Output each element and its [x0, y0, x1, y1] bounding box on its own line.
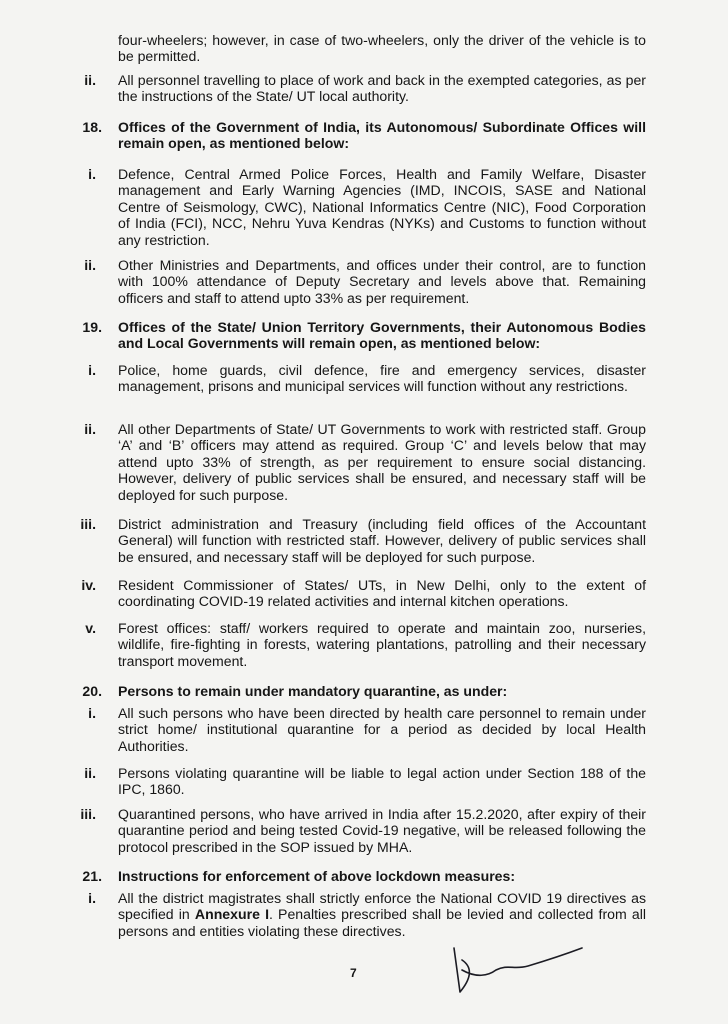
item-text: All personnel travelling to place of work and back in the exempted categories, as per the instructions of the State/ UT local authority. [118, 72, 646, 105]
section-number-20: 20. [82, 683, 102, 699]
item-text: Defence, Central Armed Police Forces, Health and Family Welfare, Disaster management and Early Warning Agencies (IMD, INCOIS, SASE and National Centre of Seismology, CWC), National Informatics Centre (NIC), Food Corporation of India (FCI), NCC, Nehru Yuva Kendras (NYKs) and Customs to function without any restriction. [118, 166, 646, 248]
item-text: District administration and Treasury (including field offices of the Accountant General) will function with restricted staff. However, delivery of public services shall be ensured, and necessary staff will be deployed for such purpose. [118, 516, 646, 565]
item-number: ii. [84, 257, 96, 273]
item-text: All other Departments of State/ UT Governments to work with restricted staff. Group ‘A’ and ‘B’ officers may attend as required. Group ‘C’ and levels below that may attend upto 33% of strength, as per requirement to ensure social distancing. However, delivery of public services shall be ensured, and necessary staff will be deployed for such purpose. [118, 421, 646, 503]
item-text: Resident Commissioner of States/ UTs, in New Delhi, only to the extent of coordinating COVID-19 related activities and internal kitchen operations. [118, 577, 646, 610]
continuation-text: four-wheelers; however, in case of two-wheelers, only the driver of the vehicle is to be permitted. [118, 32, 646, 65]
section-heading-19: Offices of the State/ Union Territory Governments, their Autonomous Bodies and Local Governments will remain open, as mentioned below: [118, 319, 646, 352]
signature-icon [448, 940, 588, 1000]
item-text: Police, home guards, civil defence, fire and emergency services, disaster management, prisons and municipal services will function without any restrictions. [118, 362, 646, 395]
item-number: iii. [80, 806, 96, 822]
item-text-part: All the district magistrates shall strictly enforce the National COVID 19 directives as specified in [118, 890, 646, 923]
item-text: All such persons who have been directed by health care personnel to remain under strict home/ institutional quarantine for a period as decided by local Health Authorities. [118, 705, 646, 754]
section-number-18: 18. [82, 119, 102, 135]
section-heading-20: Persons to remain under mandatory quarantine, as under: [118, 683, 508, 699]
item-number: ii. [84, 72, 96, 88]
item-text: Forest offices: staff/ workers required to operate and maintain zoo, nurseries, wildlife, fire-fighting in forests, watering plantations, patrolling and their necessary transport movement. [118, 620, 646, 669]
item-text: Quarantined persons, who have arrived in India after 15.2.2020, after expiry of their quarantine period and being tested Covid-19 negative, will be released following the protocol prescribed in the SOP issued by MHA. [118, 806, 646, 855]
page-number: 7 [350, 966, 357, 980]
item-number: i. [88, 890, 96, 906]
section-number-21: 21. [82, 868, 102, 884]
item-text-part: . Penalties prescribed shall be levied and collected from all persons and entities violating these directives. [118, 906, 646, 939]
item-text [118, 890, 646, 939]
annexure-reference: Annexure I [194, 906, 269, 923]
item-number: i. [88, 362, 96, 378]
item-number: i. [88, 705, 96, 721]
item-number: iv. [81, 577, 96, 593]
item-text: Other Ministries and Departments, and offices under their control, are to function with 100% attendance of Deputy Secretary and levels above that. Remaining officers and staff to attend upto 33% as per requirement. [118, 257, 646, 306]
item-number: v. [85, 620, 96, 636]
item-number: i. [88, 166, 96, 182]
section-number-19: 19. [82, 319, 102, 335]
item-number: ii. [84, 421, 96, 437]
section-heading-21: Instructions for enforcement of above lockdown measures: [118, 868, 516, 884]
item-text: Persons violating quarantine will be liable to legal action under Section 188 of the IPC, 1860. [118, 765, 646, 798]
section-heading-18: Offices of the Government of India, its Autonomous/ Subordinate Offices will remain open, as mentioned below: [118, 119, 646, 152]
item-number: ii. [84, 765, 96, 781]
item-number: iii. [80, 516, 96, 532]
